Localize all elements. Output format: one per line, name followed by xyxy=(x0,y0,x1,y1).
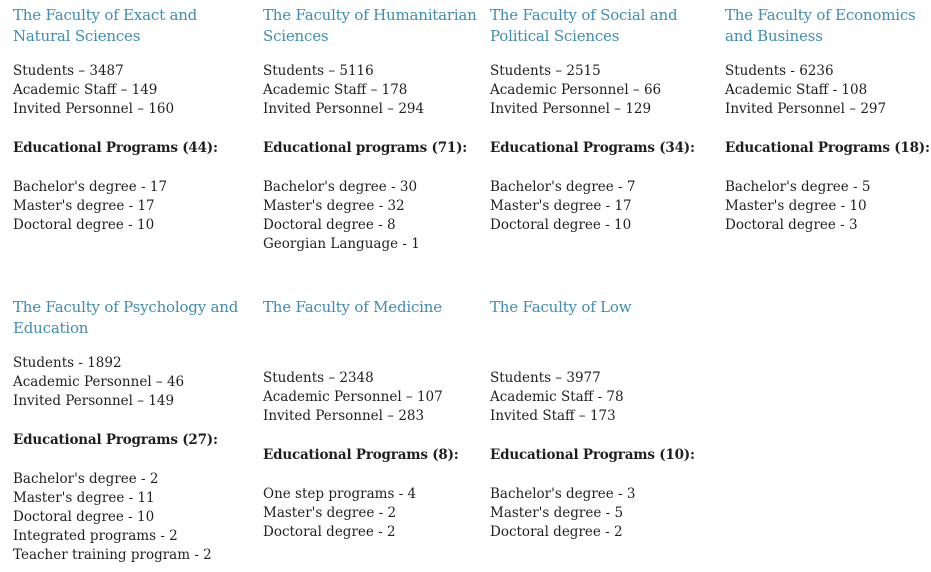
program-item: Master's degree - 17 xyxy=(13,198,155,214)
program-item: Bachelor's degree - 30 xyxy=(263,179,418,195)
program-item: Master's degree - 17 xyxy=(490,198,632,214)
faculty-stats xyxy=(263,369,483,426)
stat-students: Students - 6236 xyxy=(725,63,834,79)
programs-heading: Educational Programs (8): xyxy=(263,447,459,463)
stat-invited-personnel: Invited Personnel – 129 xyxy=(490,101,652,117)
faculty-title[interactable]: The Faculty of Exact and Natural Sciences xyxy=(13,6,198,45)
programs-list xyxy=(490,178,722,235)
stat-academic-staff: Academic Staff – 149 xyxy=(13,82,158,98)
title-spacer xyxy=(263,333,483,354)
programs-list xyxy=(13,178,253,235)
faculty-block-social-political-sciences xyxy=(490,5,722,235)
stat-academic-personnel: Academic Personnel – 107 xyxy=(263,389,443,405)
faculty-stats xyxy=(13,354,253,411)
programs-heading: Educational Programs (18): xyxy=(725,140,930,156)
stat-academic-staff: Academic Staff – 178 xyxy=(263,82,408,98)
stat-students: Students – 3487 xyxy=(13,63,124,79)
faculty-block-economics-business xyxy=(725,5,931,235)
program-item: Integrated programs - 2 xyxy=(13,528,178,544)
stat-invited-personnel: Invited Personnel – 283 xyxy=(263,408,425,424)
faculty-title[interactable]: The Faculty of Psychology and Education xyxy=(13,298,239,337)
program-item: One step programs - 4 xyxy=(263,486,417,502)
program-item: Bachelor's degree - 3 xyxy=(490,486,636,502)
programs-heading: Educational Programs (10): xyxy=(490,447,695,463)
programs-list xyxy=(13,470,253,565)
programs-heading: Educational Programs (27): xyxy=(13,432,218,448)
stat-students: Students – 2348 xyxy=(263,370,374,386)
program-item: Doctoral degree - 2 xyxy=(263,524,396,540)
stat-students: Students – 5116 xyxy=(263,63,374,79)
faculty-stats xyxy=(490,369,722,426)
program-item: Bachelor's degree - 2 xyxy=(13,471,159,487)
program-item: Georgian Language - 1 xyxy=(263,236,420,252)
faculty-title[interactable]: The Faculty of Economics and Business xyxy=(725,6,916,45)
stat-academic-personnel: Academic Personnel – 66 xyxy=(490,82,662,98)
program-item: Doctoral degree - 2 xyxy=(490,524,623,540)
stat-academic-staff: Academic Staff - 78 xyxy=(490,389,624,405)
stat-academic-staff: Academic Staff - 108 xyxy=(725,82,868,98)
program-item: Doctoral degree - 3 xyxy=(725,217,858,233)
program-item: Master's degree - 10 xyxy=(725,198,867,214)
stat-students: Students - 1892 xyxy=(13,355,122,371)
program-item: Master's degree - 32 xyxy=(263,198,405,214)
program-item: Master's degree - 11 xyxy=(13,490,155,506)
program-item: Doctoral degree - 10 xyxy=(13,217,155,233)
programs-list xyxy=(263,485,483,542)
programs-list xyxy=(263,178,483,254)
stat-invited-staff: Invited Staff – 173 xyxy=(490,408,616,424)
programs-list xyxy=(490,485,722,542)
program-item: Master's degree - 2 xyxy=(263,505,397,521)
program-item: Bachelor's degree - 17 xyxy=(13,179,168,195)
faculty-stats xyxy=(725,62,931,119)
faculty-block-low xyxy=(490,297,722,542)
faculty-title[interactable]: The Faculty of Low xyxy=(490,298,632,316)
faculty-stats xyxy=(263,62,483,119)
title-spacer xyxy=(490,333,722,354)
programs-heading: Educational programs (71): xyxy=(263,140,468,156)
stat-students: Students – 3977 xyxy=(490,370,601,386)
programs-heading: Educational Programs (34): xyxy=(490,140,695,156)
programs-heading: Educational Programs (44): xyxy=(13,140,218,156)
faculty-block-exact-natural-sciences xyxy=(13,5,253,235)
program-item: Master's degree - 5 xyxy=(490,505,624,521)
program-item: Doctoral degree - 8 xyxy=(263,217,396,233)
programs-list xyxy=(725,178,931,235)
faculty-block-humanitarian-sciences xyxy=(263,5,483,254)
program-item: Bachelor's degree - 7 xyxy=(490,179,636,195)
program-item: Teacher training program - 2 xyxy=(13,547,212,563)
faculty-block-psychology-education xyxy=(13,297,253,565)
program-item: Doctoral degree - 10 xyxy=(13,509,155,525)
stat-students: Students – 2515 xyxy=(490,63,601,79)
faculty-stats xyxy=(13,62,253,119)
stat-invited-personnel: Invited Personnel – 160 xyxy=(13,101,175,117)
faculty-title[interactable]: The Faculty of Medicine xyxy=(263,298,442,316)
stat-academic-personnel: Academic Personnel – 46 xyxy=(13,374,185,390)
program-item: Doctoral degree - 10 xyxy=(490,217,632,233)
faculty-title[interactable]: The Faculty of Humanitarian Sciences xyxy=(263,6,477,45)
stat-invited-personnel: Invited Personnel – 149 xyxy=(13,393,175,409)
program-item: Bachelor's degree - 5 xyxy=(725,179,871,195)
faculty-block-medicine xyxy=(263,297,483,542)
stat-invited-personnel: Invited Personnel – 297 xyxy=(725,101,887,117)
faculty-stats xyxy=(490,62,722,119)
stat-invited-personnel: Invited Personnel – 294 xyxy=(263,101,425,117)
faculty-title[interactable]: The Faculty of Social and Political Sciences xyxy=(490,6,678,45)
